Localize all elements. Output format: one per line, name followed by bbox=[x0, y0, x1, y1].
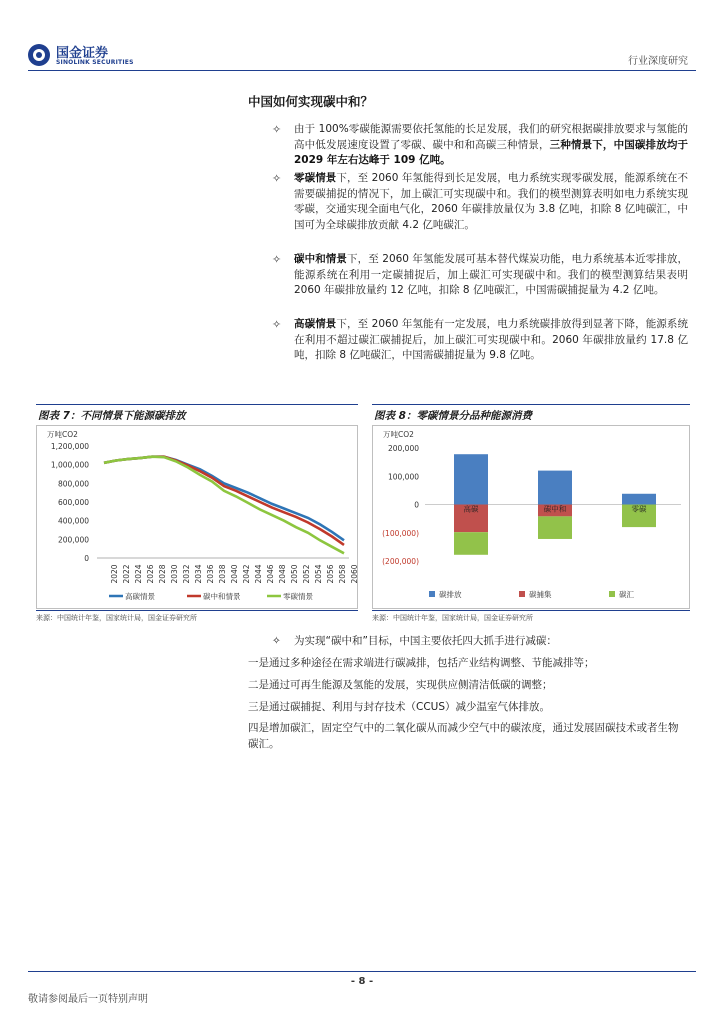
legend-label: 碳汇 bbox=[619, 590, 634, 599]
figure-7-frame bbox=[36, 425, 358, 609]
bullet-3 bbox=[248, 252, 688, 314]
figure-7-title: 图表 7：不同情景下能源碳排放 bbox=[38, 410, 186, 422]
y-tick-label: 0 bbox=[84, 554, 89, 563]
report-type: 行业深度研究 bbox=[628, 56, 688, 67]
y-tick-label: 400,000 bbox=[57, 516, 89, 526]
x-tick-label: 2060 bbox=[350, 564, 359, 584]
x-tick-label: 2040 bbox=[230, 564, 239, 584]
diamond-bullet-icon: ✧ bbox=[272, 123, 282, 136]
series-line-3 bbox=[104, 457, 344, 554]
bullet-3-bold: 碳中和情景 bbox=[294, 253, 348, 265]
x-tick-label: 2030 bbox=[170, 564, 179, 584]
y-tick-label: 1,000,000 bbox=[50, 460, 89, 470]
measure-2: 二是通过可再生能源及氢能的发展，实现供应侧清洁低碳的调整； bbox=[248, 679, 553, 691]
x-tick-label: 2058 bbox=[338, 564, 347, 584]
footer-divider bbox=[28, 971, 696, 972]
x-tick-label: 2038 bbox=[218, 564, 227, 584]
x-tick-label: 2034 bbox=[194, 564, 203, 584]
bullet-4-bold: 高碳情景 bbox=[294, 318, 337, 330]
figure-7-topline bbox=[36, 404, 358, 405]
category-label: 高碳 bbox=[463, 504, 479, 514]
bullet-1-text: 由于 100%零碳能源需要依托氢能的长足发展，我们的研究根据碳排放要求与氢能的高中低发展速度设置了零碳、碳中和和高碳三种情景， bbox=[294, 123, 688, 151]
figure-8-source: 来源：中国统计年鉴，国家统计局，国金证券研究所 bbox=[372, 614, 533, 622]
figure-8-title: 图表 8：零碳情景分品种能源消费 bbox=[374, 410, 532, 422]
x-tick-label: 2056 bbox=[326, 564, 335, 584]
y-tick-label: 0 bbox=[414, 500, 419, 510]
x-tick-label: 2026 bbox=[146, 564, 155, 584]
x-tick-label: 2050 bbox=[290, 564, 299, 584]
y-tick-label: (200,000) bbox=[382, 557, 419, 566]
bar-碳排放-零碳 bbox=[622, 494, 656, 505]
diamond-bullet-icon: ✧ bbox=[272, 635, 281, 647]
legend-label: 高碳情景 bbox=[125, 592, 155, 601]
x-tick-label: 2054 bbox=[314, 564, 323, 584]
logo-cn-text: 国金证券 bbox=[56, 46, 109, 61]
bullet-2-bold: 零碳情景 bbox=[294, 172, 337, 184]
sinolink-logo bbox=[28, 44, 168, 68]
bullet-1-bold: 三种情景下，中国碳排放均于 2029 年左右达峰于 109 亿吨。 bbox=[294, 138, 689, 167]
x-tick-label: 2052 bbox=[302, 564, 311, 584]
x-tick-label: 2042 bbox=[242, 564, 251, 584]
legend-swatch bbox=[609, 591, 615, 597]
bar-碳汇-高碳 bbox=[454, 532, 488, 555]
figure-8-frame bbox=[372, 425, 690, 609]
bar-碳排放-碳中和 bbox=[538, 471, 572, 505]
measure-4: 四是增加碳汇，固定空气中的二氧化碳从而减少空气中的碳浓度，通过发展固碳技术或者生物碳汇。 bbox=[248, 722, 679, 750]
bar-碳排放-高碳 bbox=[454, 454, 488, 504]
y-axis-unit: 万吨CO2 bbox=[383, 430, 414, 439]
x-tick-label: 2032 bbox=[182, 564, 191, 584]
y-tick-label: 200,000 bbox=[57, 535, 89, 545]
measure-1: 一是通过多种途径在需求端进行碳减排，包括产业结构调整、节能减排等； bbox=[248, 657, 595, 669]
category-label: 零碳 bbox=[631, 504, 647, 514]
x-tick-label: 2028 bbox=[158, 564, 167, 584]
legend-swatch bbox=[429, 591, 435, 597]
y-tick-label: 600,000 bbox=[57, 498, 89, 507]
x-tick-label: 2048 bbox=[278, 564, 287, 584]
x-tick-label: 2020 bbox=[110, 564, 119, 584]
figure-7-source: 来源：中国统计年鉴，国家统计局，国金证券研究所 bbox=[36, 614, 197, 622]
bullet-3-text: 下，至 2060 年氢能发展可基本替代煤炭功能，电力系统基本近零排放，能源系统在利用一定碳捕捉后，加上碳汇可实现碳中和。我们的模型测算结果表明 2060 年碳排放量约 12 亿吨，扣除 8 亿吨碳汇，中国需碳捕捉量为 4.2 亿吨。 bbox=[294, 253, 688, 297]
logo-en-text: SINOLINK SECURITIES bbox=[56, 59, 134, 66]
diamond-bullet-icon: ✧ bbox=[272, 318, 282, 331]
legend-label: 碳中和情景 bbox=[203, 592, 241, 601]
y-axis-unit: 万吨CO2 bbox=[47, 430, 78, 439]
figure-8-topline bbox=[372, 404, 690, 405]
series-line-1 bbox=[104, 457, 344, 541]
category-label: 碳中和 bbox=[543, 504, 567, 514]
x-tick-label: 2022 bbox=[122, 564, 131, 584]
diamond-bullet-icon: ✧ bbox=[272, 172, 282, 185]
bullet-2 bbox=[248, 171, 688, 249]
bullet-1 bbox=[248, 122, 688, 170]
y-tick-label: 200,000 bbox=[387, 444, 419, 453]
legend-swatch bbox=[519, 591, 525, 597]
header-divider bbox=[28, 70, 696, 71]
section-title: 中国如何实现碳中和？ bbox=[248, 94, 374, 109]
page-number: - 8 - bbox=[350, 976, 374, 987]
bullet-2-text: 下，至 2060 年氢能得到长足发展，电力系统实现零碳发展，能源系统在不需要碳捕捉的情况下，加上碳汇可实现碳中和。我们的模型测算表明如电力系统实现零碳，交通实现全面电气化，2060 年碳排放量仅为 3.8 亿吨，扣除 8 亿吨碳汇，中国可为全球碳排放贡献 4.2 亿吨碳汇。 bbox=[294, 172, 689, 231]
y-tick-label: 800,000 bbox=[57, 479, 89, 489]
figure-7-bottomline bbox=[36, 610, 358, 611]
x-tick-label: 2036 bbox=[206, 564, 215, 584]
bar-碳汇-碳中和 bbox=[538, 516, 572, 539]
disclaimer-note: 敬请参阅最后一页特别声明 bbox=[28, 994, 148, 1005]
bar-chart bbox=[373, 426, 689, 608]
bullet-4-text: 下，至 2060 年氢能有一定发展，电力系统碳排放得到显著下降，能源系统在利用不超过碳汇碳捕捉后，加上碳汇可实现碳中和。2060 年碳排放量约 17.8 亿吨，扣除 8 亿吨碳汇，中国需碳捕捉量为 9.8 亿吨。 bbox=[294, 318, 689, 362]
y-tick-label: (100,000) bbox=[382, 528, 419, 538]
y-tick-label: 1,200,000 bbox=[50, 442, 89, 451]
measure-3: 三是通过碳捕捉、利用与封存技术（CCUS）减少温室气体排放。 bbox=[248, 701, 551, 713]
bullet-4 bbox=[248, 317, 688, 379]
x-tick-label: 2046 bbox=[266, 564, 275, 584]
y-tick-label: 100,000 bbox=[387, 472, 419, 482]
measures-intro-text: 为实现“碳中和”目标，中国主要依托四大抓手进行减碳： bbox=[294, 635, 557, 647]
legend-label: 碳排放 bbox=[439, 590, 462, 599]
line-chart bbox=[37, 426, 357, 608]
x-tick-label: 2024 bbox=[134, 564, 143, 584]
figure-8-bottomline bbox=[372, 610, 690, 611]
logo-mark-icon bbox=[28, 44, 50, 66]
legend-label: 碳捕集 bbox=[529, 590, 552, 599]
x-tick-label: 2044 bbox=[254, 564, 263, 584]
legend-label: 零碳情景 bbox=[283, 592, 313, 601]
diamond-bullet-icon: ✧ bbox=[272, 253, 282, 266]
